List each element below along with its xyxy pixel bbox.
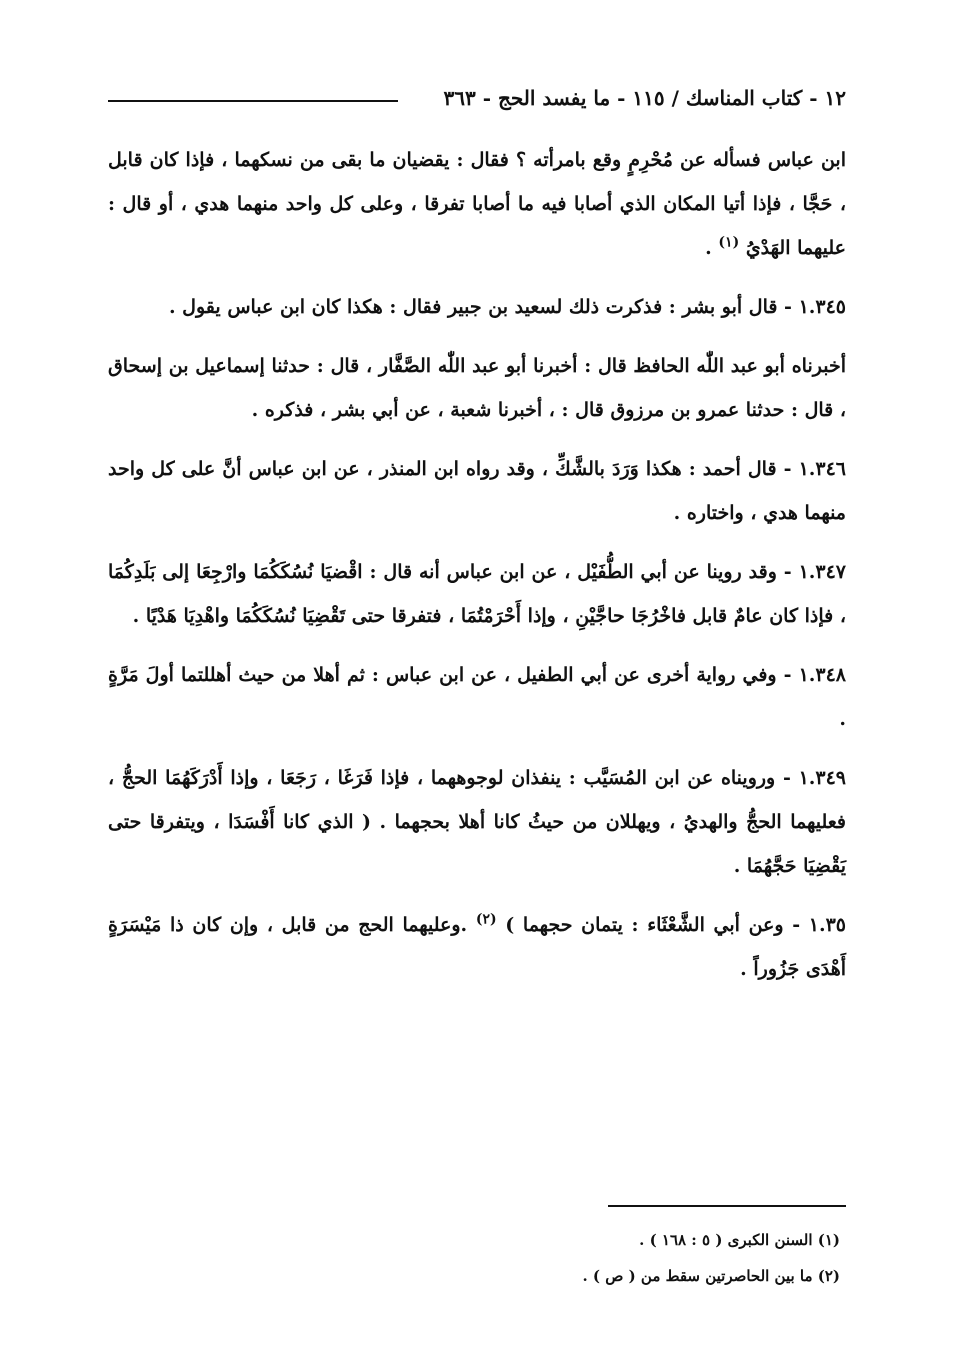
paragraph-text: - وفي رواية أخرى عن أبي الطفيل ، عن ابن عباس : ثم أهلا من حيث أهللتما أولَ مَرَّةٍ .	[108, 664, 846, 730]
paragraph-number: ١.٣٤٧	[798, 561, 846, 583]
paragraph	[108, 756, 846, 888]
paragraph	[108, 447, 846, 535]
footnote: (١) السنن الكبرى ( ٥ : ١٦٨ ) .	[639, 1231, 840, 1249]
paragraph-text: - قال أحمد : هكذا وَرَدَ بالشَّكِّ ، وقد رواه ابن المنذر ، عن ابن عباس أنَّ على كل واحد منهما هدي ، واختاره .	[108, 458, 846, 524]
footnote: (٢) ما بين الحاصرتين سقط من ( ص ) .	[582, 1267, 840, 1285]
footnote-marker[interactable]: (٢)	[475, 911, 497, 928]
paragraph-number: ١.٣٤٦	[798, 458, 846, 480]
footnote-marker[interactable]: (١)	[718, 234, 740, 251]
paragraph-number: ١.٣٤٩	[798, 767, 846, 789]
paragraph-text: - وعن أبي الشَّعْثَاء : يتمان حجهما )	[496, 914, 809, 936]
paragraph-tail: .	[705, 237, 719, 259]
footnote-rule	[608, 1205, 846, 1207]
paragraph-text: - وقد روينا عن أبي الطُّفَيْل ، عن ابن عباس أنه قال : اقْضيَا نُسُكَكُمَا وارْجِعَا إلى بَلَدِكُمَا ، فإذا كان عامٌ قابل فاخْرُجَا حاجَّيْنِ ، وإذا أَحْرَمْتُمَا ، فتفرقا حتى تَقْضِيَا نُسُكَكُمَا واهْدِيَا هَدْيًا .	[108, 561, 846, 627]
paragraph-number: ١.٣٤٨	[798, 664, 846, 686]
header-title: ١٢ - كتاب المناسك / ١١٥ - ما يفسد الحج - ٣٦٣	[443, 86, 846, 110]
header-rule	[108, 100, 398, 102]
paragraph-number: ١.٣٥	[808, 914, 846, 936]
footnotes	[108, 1228, 840, 1300]
paragraph	[108, 138, 846, 270]
running-header	[108, 82, 846, 122]
paragraph-text: أخبرناه أبو عبد اللّٰه الحافظ قال : أخبرنا أبو عبد اللّٰه الصَّفَّار ، قال : حدثنا إسماعيل بن إسحاق ، قال : حدثنا عمرو بن مرزوق قال : ، أخبرنا شعبة ، عن أبي بشر ، فذكره .	[108, 355, 846, 421]
paragraph-text: ابن عباس فسأله عن مُحْرِمٍ وقع بامرأته ؟ فقال : يقضيان ما بقى من نسكهما ، فإذا كان قابل ، حَجَّا ، فإذا أتيا المكان الذي أصابا فيه ما أصابا تفرقا ، وعلى كل واحد منهما هدي ، أو قال : عليهما الهَدْيُ	[108, 149, 846, 259]
paragraph-text: - قال أبو بشر : فذكرت ذلك لسعيد بن جبير فقال : هكذا كان ابن عباس يقول .	[168, 296, 799, 318]
main-text	[108, 138, 846, 1006]
paragraph	[108, 550, 846, 638]
paragraph	[108, 285, 846, 329]
paragraph	[108, 903, 846, 991]
paragraph	[108, 653, 846, 741]
paragraph-number: ١.٣٤٥	[798, 296, 846, 318]
paragraph	[108, 344, 846, 432]
paragraph-text: - ورويناه عن ابن المُسَيَّب : ينفذان لوجوههما ، فإذا فَرَغَا ، رَجَعَا ، وإذا أَدْرَكَهُمَا الحجُّ ، فعليهما الحجُّ والهديُ ، ويهللان من حيثُ كانا أهلا بحجهما . ( الذي كانا أَفْسَدَا ، ويتفرقا حتى يَقْضِيَا حَجَّهُمَا .	[108, 767, 846, 877]
paragraph-tail: .وعليهما الحج من قابل ، وإن كان ذا مَيْسَرَةٍ أَهْدَى جَزُوراً .	[108, 914, 846, 980]
